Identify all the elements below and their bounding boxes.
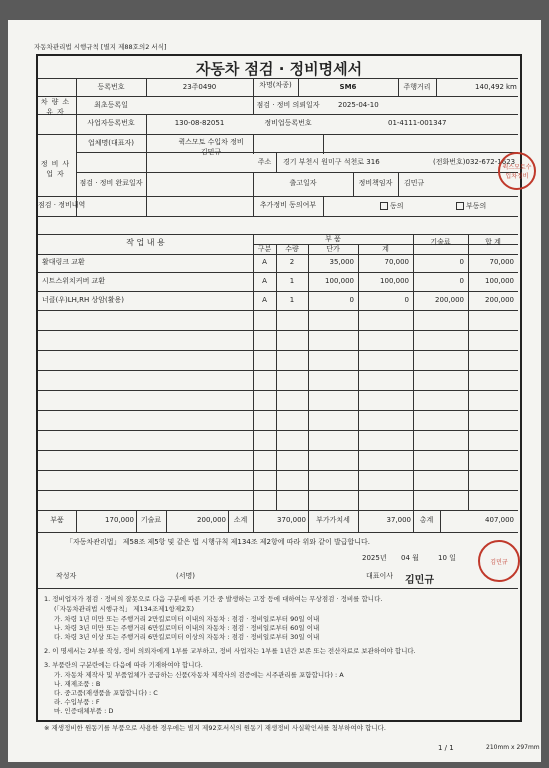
agree-checkbox[interactable]	[380, 202, 388, 210]
author-sign-mark: (서명)	[176, 572, 195, 580]
mileage-value: 140,492	[475, 83, 504, 91]
consent-disagree[interactable]: 부동의	[456, 202, 486, 210]
model-value: SM6	[339, 83, 357, 91]
company-seal: 퀵스모토수입차정비	[498, 152, 536, 190]
reg-no-value: 23주0490	[182, 83, 217, 91]
rep-seal: 김민규	[478, 540, 520, 582]
biz-no-value: 130-08-82051	[174, 119, 225, 127]
out-date-label: 출고일자	[289, 179, 317, 187]
shop-section-label: 정비사업자	[40, 160, 74, 178]
col-type: 구분	[257, 245, 272, 253]
history-label: 점검 · 정비 완료일자	[79, 179, 143, 187]
col-item: 작 업 내 용	[126, 238, 165, 247]
request-date-value: 2025-04-10	[338, 101, 379, 109]
shop-rep-value: 김민규	[200, 148, 222, 156]
author-label: 작성자	[56, 572, 77, 580]
rep-label: 대표이사	[366, 572, 394, 580]
license-value: 01-4111-001347	[388, 119, 447, 127]
mileage-label: 주행거리	[403, 83, 431, 91]
phone-value: (전화번호)032-672-1623	[433, 158, 516, 166]
mechanic-label: 정비책임자	[358, 179, 393, 187]
statement-text: 「자동차관리법」 제58조 제5항 및 같은 법 시행규칙 제134조 제2항에 따라 위와 같이 발급합니다.	[66, 538, 371, 546]
disagree-checkbox[interactable]	[456, 202, 464, 210]
date-day: 10 일	[438, 554, 456, 562]
page-size: 210mm x 297mm	[486, 744, 540, 751]
form-reference: 자동차관리법 시행규칙 [별지 제88호의2 서식]	[34, 43, 167, 51]
date-year: 2025년	[362, 554, 387, 562]
request-date-label: 점검 · 정비 의뢰일자	[256, 101, 320, 109]
shop-name-value: 퀵스모토 수입차 정비	[178, 138, 244, 146]
col-qty: 수량	[285, 245, 299, 253]
reg-no-label: 등록번호	[97, 83, 125, 91]
address-label: 주소	[257, 158, 272, 166]
consent-agree[interactable]: 동의	[380, 202, 404, 210]
col-total: 합 계	[485, 238, 501, 246]
document-page: 자동차관리법 시행규칙 [별지 제88호의2 서식] 자동차 점검 · 정비명세서 차량소유자 등록번호 23주0490 차명(차종) SM6 주행거리 140,492 km 최초등록일 점검 · 정비 의뢰일자 2025-04-10 정비사업자 사업자등록번호 130-08-82051 정비업등록번호 01-4111-001347 업체명(대표자) 퀵스모토 수입차 정비 김민규 주소 경기 부천시 원미구 석천로 316 (전화번호)032-672-1623 점검 · 정비 완료일자 출고일자 정비책임자 김민규 퀵스모토수입차정비 점검 · 정비내역 추가정비 동의여부 동의 부동의 작 업 내 용 부 품 구분 수량 단가 계 기술료 합 계 활대링크 교환 A 2 35,000 70,000 0 70,000 시트스위치커버 교환 A 1 100,000 100,000 0 100,000 너클(우)LH,RH 상암(활용) A 1 0 0 200,000 200,000 부품 170,000 기술료 200,000 소계 370,000 부가가치세 37,000 총계 407,000 「자동차관리법」 제58조 제5항 및 같은 법 시행규칙 제134조 제2항에 따라 위와 같이 발급합니다. 2025년 04 월 10 일 작성자 (서명) 대표이사 김민규 김민규 1. 정비업자가 점검 · 정비의 잘못으로 다음 구분에 따른 기간 중 발생하는 고장 등에 대하여는 무상점검 · 정비를 합니다. (「자동차관리법 시행규칙」 제134조제1항제2호) 가. 차령 1년 미만 또는 주행거리 2만킬로미터 이내의 자동차 : 점검 · 정비일로부터 90일 이내 나. 차령 3년 미만 또는 주행거리 6만킬로미터 이내의 자동차 : 점검 · 정비일로부터 60일 이내 다. 차령 3년 이상 또는 주행거리 6만킬로미터 이상의 자동차 : 점검 · 정비일로부터 30일 이내 2. 이 명세서는 2부를 작성, 정비 의뢰자에게 1부를 교부하고, 정비 사업자는 1부를 1년간 보존 또는 전산자료로 보관하여야 합니다. 3. 부품란의 구분란에는 다음에 따라 기재하여야 합니다. 가. 자동차 제작사 및 부품업체가 공급하는 신품(자동차 제작사의 검증에는 시주관리를 포함합니다) : A 나. 재제조품 : B 다. 중고품(재생품을 포함합니다) : C 라. 수입부품 : F 마. 인증대체부품 : D ※ 재생정비한 원동기를 부품으로 사용한 경우에는 별지 제92호서식의 원동기 재생정비 사실확인서를 첨부하여야 합니다. 1 / 1 210mm x 297mm	[8, 20, 541, 762]
page-number: 1 / 1	[438, 744, 454, 752]
content-label: 점검 · 정비내역	[38, 201, 86, 209]
license-label: 정비업등록번호	[264, 119, 312, 127]
mileage-unit: km	[506, 83, 517, 91]
col-amount: 계	[382, 245, 389, 253]
date-month: 04 월	[401, 554, 419, 562]
col-price: 단가	[326, 245, 340, 253]
address-value: 경기 부천시 원미구 석천로 316	[283, 158, 380, 166]
mechanic-value: 김민규	[404, 179, 425, 187]
owner-section-label: 차량소유자	[40, 98, 74, 116]
col-parts: 부 품	[325, 235, 341, 243]
first-reg-label: 최초등록일	[94, 101, 128, 109]
model-label: 차명(차종)	[259, 81, 292, 89]
consent-label: 추가정비 동의여부	[259, 201, 317, 209]
rep-signature: 김민규	[405, 575, 434, 586]
col-labor: 기술료	[430, 238, 451, 246]
shop-name-label: 업체명(대표자)	[87, 139, 135, 147]
page-title: 자동차 점검 · 정비명세서	[195, 60, 363, 78]
biz-no-label: 사업자등록번호	[87, 119, 135, 127]
